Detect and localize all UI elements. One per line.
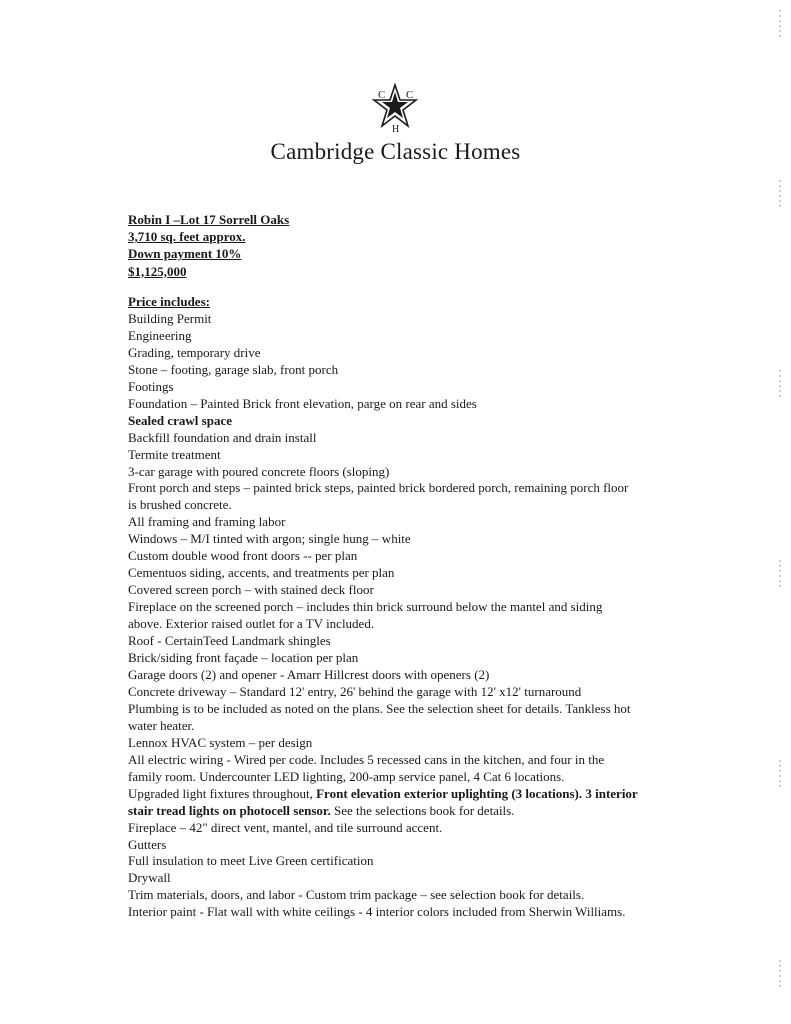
list-item-bold: Front elevation exterior uplighting (3 locations). 3 interior bbox=[316, 785, 638, 801]
list-item: is brushed concrete. bbox=[128, 497, 232, 513]
list-item: Fireplace on the screened porch – includes thin brick surround below the mantel and siding bbox=[128, 599, 603, 615]
list-item: Plumbing is to be included as noted on the plans. See the selection sheet for details. Tankless hot bbox=[128, 700, 631, 716]
list-item: Roof - CertainTeed Landmark shingles bbox=[128, 633, 331, 649]
list-item: Footings bbox=[128, 378, 174, 394]
list-item: Trim materials, doors, and labor - Custom trim package – see selection book for details. bbox=[128, 887, 585, 903]
list-item: Custom double wood front doors -- per plan bbox=[128, 548, 358, 564]
model-lot: Robin I –Lot 17 Sorrell Oaks bbox=[128, 212, 290, 227]
list-item: Stone – footing, garage slab, front porch bbox=[128, 361, 339, 377]
list-item bbox=[128, 803, 668, 820]
list-item bbox=[128, 786, 668, 803]
listing-summary bbox=[128, 211, 289, 280]
list-item: Windows – M/I tinted with argon; single hung – white bbox=[128, 531, 411, 547]
list-item-bold: stair tread lights on photocell sensor. bbox=[128, 802, 331, 818]
price: $1,125,000 bbox=[128, 263, 187, 279]
list-item: Building Permit bbox=[128, 310, 212, 326]
list-item: Covered screen porch – with stained deck floor bbox=[128, 582, 374, 598]
list-item: Sealed crawl space bbox=[128, 412, 232, 428]
list-item: Interior paint - Flat wall with white ceilings - 4 interior colors included from Sherwin Williams. bbox=[128, 904, 626, 920]
list-item: Backfill foundation and drain install bbox=[128, 429, 317, 445]
price-includes-section bbox=[128, 294, 668, 921]
logo-letter-c2: C bbox=[406, 89, 414, 101]
square-footage: 3,710 sq. feet approx. bbox=[128, 229, 246, 245]
list-item: Full insulation to meet Live Green certification bbox=[128, 853, 374, 869]
list-item: Engineering bbox=[128, 327, 192, 343]
list-item: Garage doors (2) and opener - Amarr Hillcrest doors with openers (2) bbox=[128, 666, 490, 682]
price-includes-title: Price includes: bbox=[128, 294, 210, 309]
list-item: above. Exterior raised outlet for a TV included. bbox=[128, 616, 375, 632]
list-item: 3-car garage with poured concrete floors (sloping) bbox=[128, 463, 390, 479]
company-name: Cambridge Classic Homes bbox=[270, 139, 521, 164]
list-item: Lennox HVAC system – per design bbox=[128, 734, 313, 750]
list-item: Brick/siding front façade – location per plan bbox=[128, 650, 359, 666]
list-item: Cementuos siding, accents, and treatments per plan bbox=[128, 565, 395, 581]
logo-letter-h: H bbox=[392, 124, 400, 134]
list-item: Gutters bbox=[128, 836, 167, 852]
list-item: Foundation – Painted Brick front elevation, parge on rear and sides bbox=[128, 395, 477, 411]
list-item: water heater. bbox=[128, 717, 195, 733]
list-item: Front porch and steps – painted brick steps, painted brick bordered porch, remaining porch floor bbox=[128, 480, 629, 496]
list-item: family room. Undercounter LED lighting, 200-amp service panel, 4 Cat 6 locations. bbox=[128, 768, 565, 784]
logo-letter-c1: C bbox=[378, 89, 386, 101]
list-item: Fireplace – 42" direct vent, mantel, and tile surround accent. bbox=[128, 819, 443, 835]
scan-edge-marks bbox=[777, 0, 783, 1024]
list-item: All electric wiring - Wired per code. Includes 5 recessed cans in the kitchen, and four in the bbox=[128, 751, 605, 767]
list-item: Termite treatment bbox=[128, 446, 221, 462]
list-item: Concrete driveway – Standard 12' entry, 26' behind the garage with 12' x12' turnaround bbox=[128, 683, 582, 699]
list-item: Grading, temporary drive bbox=[128, 344, 261, 360]
list-item-text: See the selections book for details. bbox=[330, 802, 515, 818]
list-item-text: Upgraded light fixtures throughout, bbox=[128, 785, 317, 801]
down-payment: Down payment 10% bbox=[128, 246, 242, 262]
star-logo-icon bbox=[368, 82, 422, 134]
list-item: All framing and framing labor bbox=[128, 514, 286, 530]
list-item: Drywall bbox=[128, 870, 171, 886]
